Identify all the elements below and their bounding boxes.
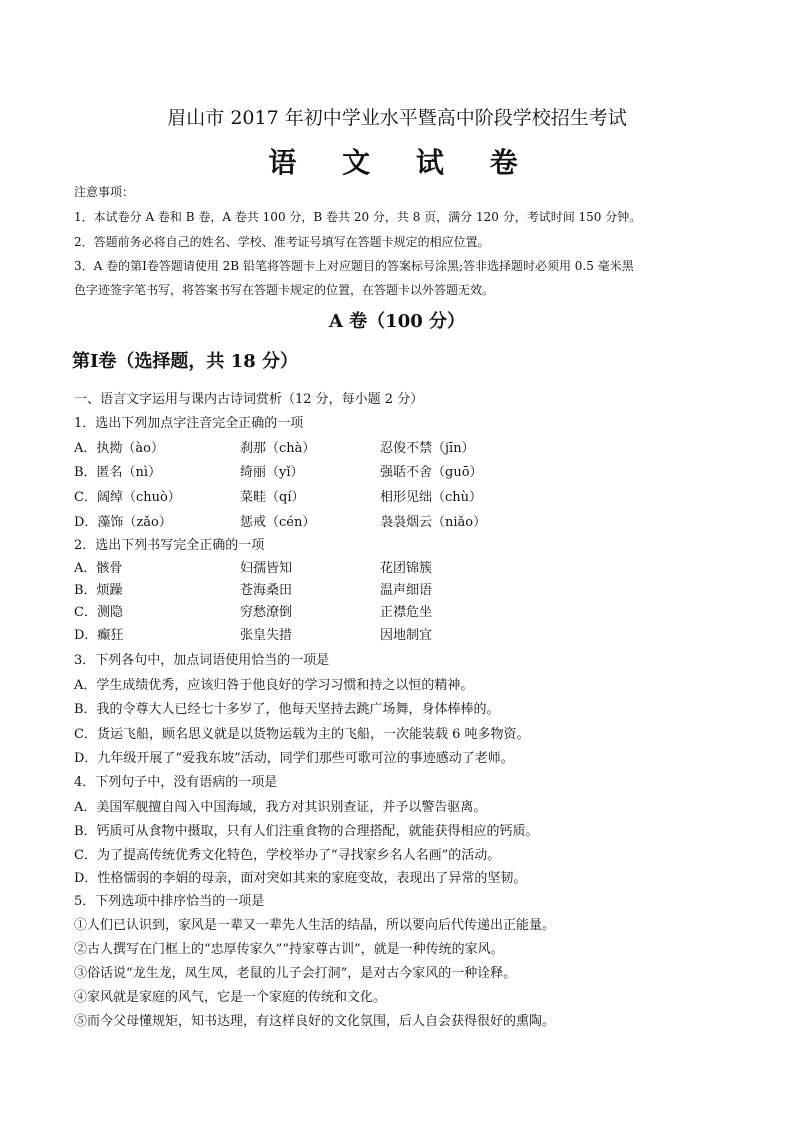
q2-option: 因地制宜 xyxy=(380,628,433,643)
q2-option: B．烦躁 xyxy=(74,583,123,598)
q4-option: B．钙质可从食物中摄取，只有人们注重食物的合理搭配，就能获得相应的钙质。 xyxy=(74,824,539,839)
q2-option: D．癫狂 xyxy=(74,628,124,643)
q1-option: 袅袅烟云（niǎo） xyxy=(380,515,487,530)
q2-option: 温声细语 xyxy=(380,583,433,598)
part-one-heading: 第Ⅰ卷（选择题，共 18 分） xyxy=(72,351,299,372)
q4-option: A．美国军舰擅自闯入中国海域，我方对其识别查证，并予以警告驱离。 xyxy=(74,800,487,815)
q1-option: 忍俊不禁（jīn） xyxy=(380,441,475,456)
q4-option: D．性格懦弱的李娟的母亲，面对突如其来的家庭变故，表现出了异常的坚韧。 xyxy=(74,871,527,886)
q3-option: D．九年级开展了“爱我东坡”活动，同学们那些可歌可泣的事迹感动了老师。 xyxy=(74,751,514,766)
q1-option: 相形见绌（chù） xyxy=(380,490,483,505)
q5-sentence: ②古人撰写在门框上的“忠厚传家久”“持家尊古训”，就是一种传统的家风。 xyxy=(74,942,504,957)
part-one-intro: 一、语言文字运用与课内古诗词赏析（12 分，每小题 2 分） xyxy=(74,392,424,407)
question-3-stem: 3．下列各句中，加点词语使用恰当的一项是 xyxy=(74,653,330,668)
q2-option: 苍海桑田 xyxy=(240,583,293,598)
q2-option: 正襟危坐 xyxy=(380,605,433,620)
q5-sentence: ①人们已认识到，家风是一辈又一辈先人生活的结晶，所以要向后代传递出正能量。 xyxy=(74,918,556,933)
q3-option: B．我的令尊大人已经七十多岁了，他每天坚持去跳广场舞，身体棒棒的。 xyxy=(74,702,500,717)
q1-option: 绮丽（yǐ） xyxy=(240,465,304,480)
question-4-stem: 4．下列句子中，没有语病的一项是 xyxy=(74,775,278,790)
q2-option: 妇孺皆知 xyxy=(240,561,293,576)
notes-item: 3．A 卷的第Ⅰ卷答题请使用 2B 铅笔将答题卡上对应题目的答案标号涂黑;答非选择题时必须用 0.5 毫米黑 xyxy=(74,259,634,273)
notes-item: 2．答题前务必将自己的姓名、学校、准考证号填写在答题卡规定的相应位置。 xyxy=(74,235,490,249)
exam-title: 眉山市 2017 年初中学业水平暨高中阶段学校招生考试 xyxy=(167,107,627,129)
q1-option: D．藻饰（zǎo） xyxy=(74,515,172,530)
notes-item: 色字迹签字笔书写，将答案书写在答题卡规定的位置，在答题卡以外答题无效。 xyxy=(74,283,495,297)
q2-option: A．骸骨 xyxy=(74,561,123,576)
notes-item: 1．本试卷分 A 卷和 B 卷，A 卷共 100 分，B 卷共 20 分，共 8 页，满分 120 分，考试时间 150 分钟。 xyxy=(74,210,642,224)
q1-option: 惩戒（cén） xyxy=(240,515,316,530)
q1-option: 刹那（chà） xyxy=(240,441,316,456)
section-a-heading: A 卷（100 分） xyxy=(328,311,466,332)
q3-option: A．学生成绩优秀，应该归咎于他良好的学习习惯和持之以恒的精神。 xyxy=(74,678,474,693)
q2-option: 穷愁潦倒 xyxy=(240,605,293,620)
q1-option: 强聒不舍（guō） xyxy=(380,465,483,480)
q1-option: 菜畦（qí） xyxy=(240,490,305,505)
q1-option: B．匿名（nì） xyxy=(74,465,162,480)
question-5-stem: 5．下列选项中排序恰当的一项是 xyxy=(74,894,265,909)
q1-option: A．执拗（ào） xyxy=(74,441,164,456)
q2-option: 花团锦簇 xyxy=(380,561,433,576)
q5-sentence: ⑤而今父母懂规矩，知书达理，有这样良好的文化氛围，后人自会获得很好的熏陶。 xyxy=(74,1014,556,1029)
q2-option: 张皇失措 xyxy=(240,628,293,643)
q5-sentence: ④家风就是家庭的风气，它是一个家庭的传统和文化。 xyxy=(74,990,387,1005)
notes-heading: 注意事项： xyxy=(74,185,135,199)
q5-sentence: ③俗话说“龙生龙，凤生凤，老鼠的儿子会打洞”，是对古今家风的一种诠释。 xyxy=(74,966,517,981)
question-2-stem: 2．选出下列书写完全正确的一项 xyxy=(74,538,265,553)
q4-option: C．为了提高传统优秀文化特色，学校举办了“寻找家乡名人名画”的活动。 xyxy=(74,848,501,863)
q3-option: C．货运飞船，顾名思义就是以货物运载为主的飞船，一次能装载 6 吨多物资。 xyxy=(74,727,530,742)
q2-option: C．测隐 xyxy=(74,605,123,620)
question-1-stem: 1．选出下列加点字注音完全正确的一项 xyxy=(74,416,304,431)
exam-subtitle: 语 文 试 卷 xyxy=(268,146,536,179)
q1-option: C．阔绰（chuò） xyxy=(74,490,181,505)
